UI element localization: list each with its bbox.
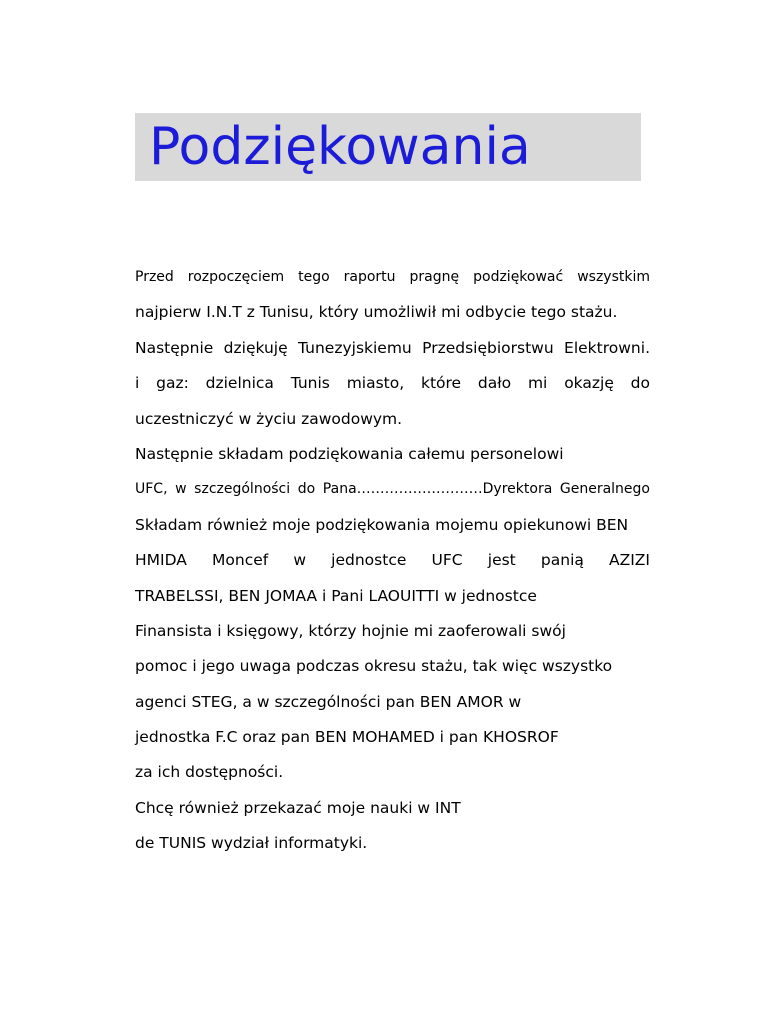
text-line-1: Przed rozpoczęciem tego raportu pragnę podziękować wszystkim	[135, 269, 650, 285]
page-title: Podziękowania	[149, 117, 531, 177]
acknowledgement-text	[135, 260, 650, 862]
title-banner	[135, 113, 641, 181]
text-line-5: uczestniczyć w życiu zawodowym.	[135, 409, 403, 428]
text-line-12: pomoc i jego uwaga podczas okresu stażu, tak więc wszystko	[135, 657, 613, 676]
text-line-8: Składam również moje podziękowania mojemu opiekunowi BEN	[135, 515, 629, 534]
text-line-7: UFC, w szczególności do Pana………………………Dyrektora Generalnego	[135, 481, 650, 498]
text-line-13: agenci STEG, a w szczególności pan BEN AMOR w	[135, 692, 522, 711]
text-line-14: jednostka F.C oraz pan BEN MOHAMED i pan KHOSROF	[135, 728, 559, 747]
text-line-3: Następnie dziękuję Tunezyjskiemu Przedsiębiorstwu Elektrowni.	[135, 338, 650, 357]
text-line-16: Chcę również przekazać moje nauki w INT	[135, 798, 461, 817]
text-line-6: Następnie składam podziękowania całemu personelowi	[135, 444, 564, 463]
text-line-10: TRABELSSI, BEN JOMAA i Pani LAOUITTI w jednostce	[135, 586, 537, 605]
text-line-2: najpierw I.N.T z Tunisu, który umożliwił mi odbycie tego stażu.	[135, 303, 618, 322]
text-line-9: HMIDA Moncef w jednostce UFC jest panią AZIZI	[135, 551, 650, 570]
text-line-11: Finansista i księgowy, którzy hojnie mi zaoferowali swój	[135, 621, 566, 640]
text-line-4: i gaz: dzielnica Tunis miasto, które dało mi okazję do	[135, 374, 650, 393]
text-line-17: de TUNIS wydział informatyki.	[135, 834, 368, 853]
text-line-15: za ich dostępności.	[135, 763, 284, 782]
